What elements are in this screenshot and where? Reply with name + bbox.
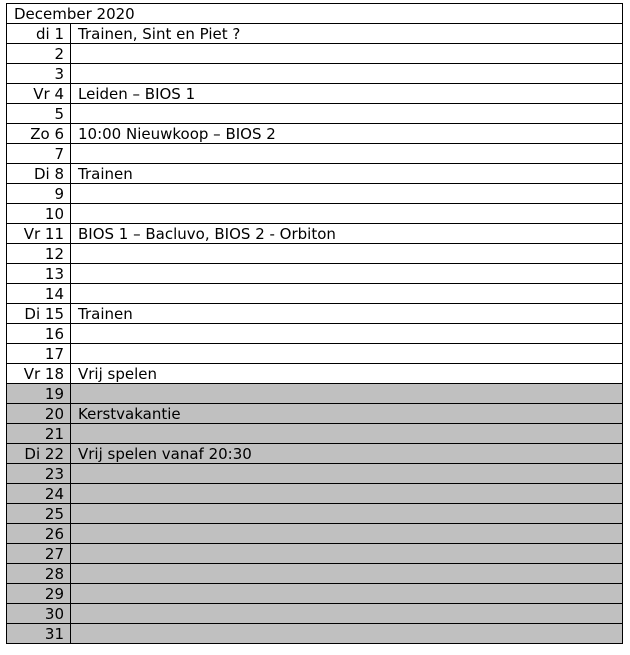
event-text bbox=[71, 264, 623, 284]
day-row bbox=[7, 584, 623, 604]
event-text bbox=[71, 284, 623, 304]
day-row bbox=[7, 484, 623, 504]
event-text bbox=[71, 524, 623, 544]
day-row bbox=[7, 24, 623, 44]
day-row bbox=[7, 564, 623, 584]
day-label: Vr 18 bbox=[7, 364, 71, 384]
calendar-body bbox=[7, 4, 623, 644]
day-label: 2 bbox=[7, 44, 71, 64]
day-row bbox=[7, 104, 623, 124]
event-text bbox=[71, 504, 623, 524]
day-label: Di 15 bbox=[7, 304, 71, 324]
day-label: Zo 6 bbox=[7, 124, 71, 144]
day-row bbox=[7, 224, 623, 244]
event-text bbox=[71, 344, 623, 364]
event-text bbox=[71, 104, 623, 124]
day-label: 16 bbox=[7, 324, 71, 344]
event-text: Trainen, Sint en Piet ? bbox=[71, 24, 623, 44]
day-label: 28 bbox=[7, 564, 71, 584]
day-row bbox=[7, 364, 623, 384]
day-label: 9 bbox=[7, 184, 71, 204]
day-row bbox=[7, 464, 623, 484]
day-row bbox=[7, 444, 623, 464]
day-row bbox=[7, 344, 623, 364]
day-row bbox=[7, 424, 623, 444]
day-label: 26 bbox=[7, 524, 71, 544]
day-label: Vr 4 bbox=[7, 84, 71, 104]
event-text bbox=[71, 584, 623, 604]
day-label: 21 bbox=[7, 424, 71, 444]
day-label: 14 bbox=[7, 284, 71, 304]
event-text bbox=[71, 464, 623, 484]
event-text: Vrij spelen bbox=[71, 364, 623, 384]
event-text bbox=[71, 624, 623, 644]
event-text bbox=[71, 44, 623, 64]
event-text bbox=[71, 184, 623, 204]
event-text: Trainen bbox=[71, 304, 623, 324]
day-row bbox=[7, 284, 623, 304]
day-label: 24 bbox=[7, 484, 71, 504]
day-row bbox=[7, 124, 623, 144]
event-text: Vrij spelen vanaf 20:30 bbox=[71, 444, 623, 464]
calendar-table bbox=[6, 3, 623, 644]
event-text: Kerstvakantie bbox=[71, 404, 623, 424]
day-row bbox=[7, 404, 623, 424]
day-label: 5 bbox=[7, 104, 71, 124]
day-row bbox=[7, 504, 623, 524]
day-label: 30 bbox=[7, 604, 71, 624]
day-row bbox=[7, 164, 623, 184]
day-row bbox=[7, 304, 623, 324]
event-text: Trainen bbox=[71, 164, 623, 184]
event-text: BIOS 1 – Bacluvo, BIOS 2 - Orbiton bbox=[71, 224, 623, 244]
event-text: 10:00 Nieuwkoop – BIOS 2 bbox=[71, 124, 623, 144]
day-label: 27 bbox=[7, 544, 71, 564]
day-label: 23 bbox=[7, 464, 71, 484]
event-text bbox=[71, 144, 623, 164]
event-text bbox=[71, 244, 623, 264]
day-label: 13 bbox=[7, 264, 71, 284]
day-label: 29 bbox=[7, 584, 71, 604]
day-label: Vr 11 bbox=[7, 224, 71, 244]
event-text bbox=[71, 484, 623, 504]
day-row bbox=[7, 64, 623, 84]
day-row bbox=[7, 204, 623, 224]
day-label: 3 bbox=[7, 64, 71, 84]
event-text bbox=[71, 564, 623, 584]
day-label: 20 bbox=[7, 404, 71, 424]
event-text bbox=[71, 384, 623, 404]
event-text bbox=[71, 424, 623, 444]
day-row bbox=[7, 604, 623, 624]
event-text bbox=[71, 604, 623, 624]
day-label: 7 bbox=[7, 144, 71, 164]
event-text bbox=[71, 544, 623, 564]
day-row bbox=[7, 324, 623, 344]
event-text: Leiden – BIOS 1 bbox=[71, 84, 623, 104]
day-row bbox=[7, 544, 623, 564]
day-row bbox=[7, 624, 623, 644]
day-label: Di 8 bbox=[7, 164, 71, 184]
month-header-row bbox=[7, 4, 623, 24]
day-row bbox=[7, 384, 623, 404]
day-row bbox=[7, 264, 623, 284]
day-label: 10 bbox=[7, 204, 71, 224]
day-row bbox=[7, 524, 623, 544]
month-title: December 2020 bbox=[7, 4, 623, 24]
day-label: di 1 bbox=[7, 24, 71, 44]
day-row bbox=[7, 84, 623, 104]
day-label: 12 bbox=[7, 244, 71, 264]
day-label: 31 bbox=[7, 624, 71, 644]
event-text bbox=[71, 204, 623, 224]
day-row bbox=[7, 144, 623, 164]
day-label: 17 bbox=[7, 344, 71, 364]
day-label: 19 bbox=[7, 384, 71, 404]
event-text bbox=[71, 324, 623, 344]
event-text bbox=[71, 64, 623, 84]
day-label: 25 bbox=[7, 504, 71, 524]
day-label: Di 22 bbox=[7, 444, 71, 464]
day-row bbox=[7, 244, 623, 264]
day-row bbox=[7, 184, 623, 204]
day-row bbox=[7, 44, 623, 64]
